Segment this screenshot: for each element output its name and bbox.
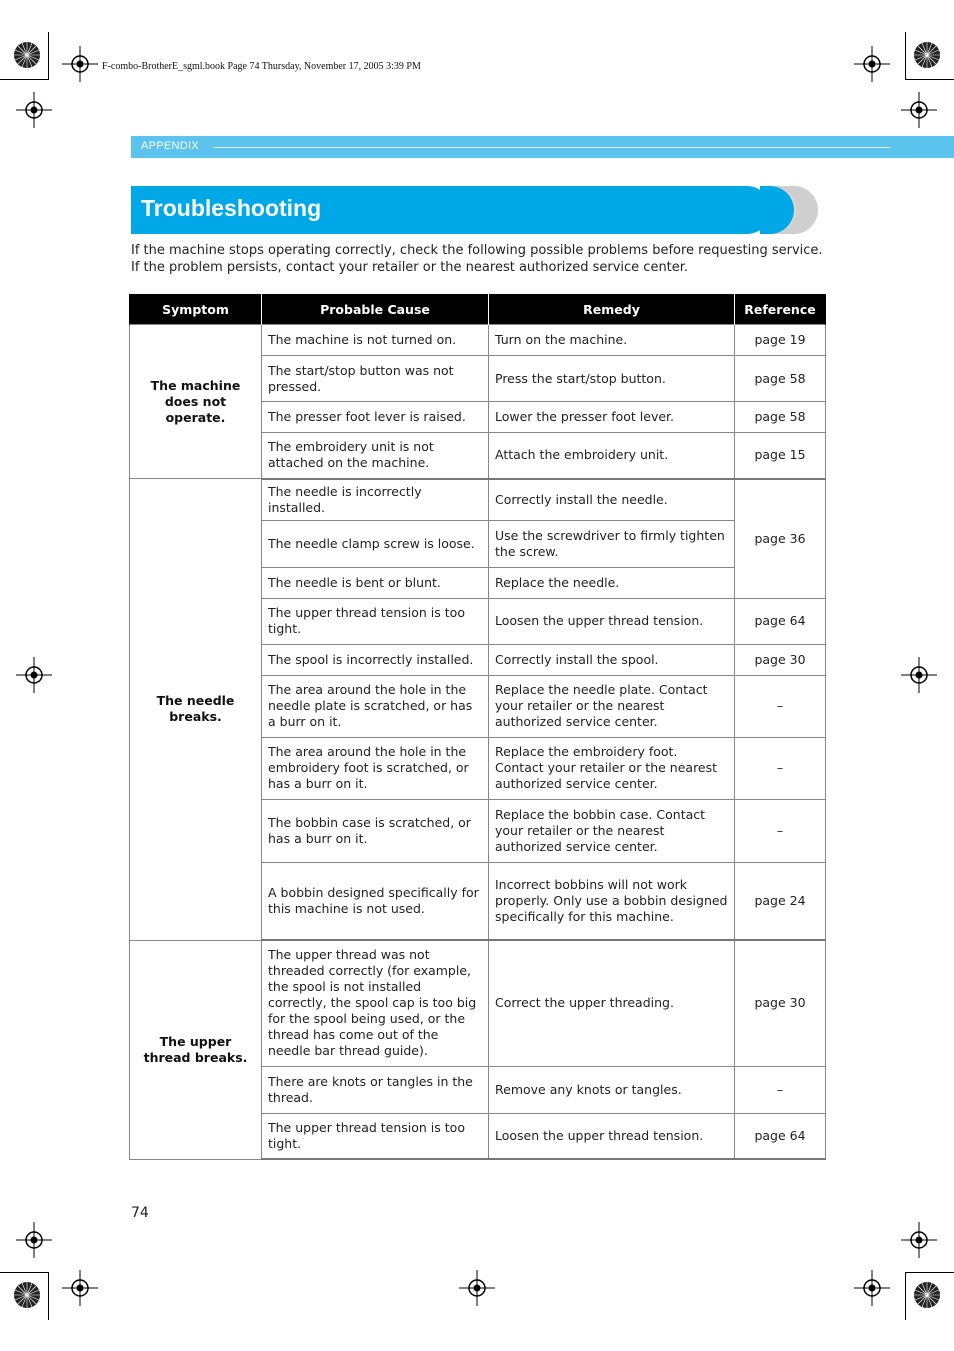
cause-cell: The area around the hole in the embroidery foot is scratched, or has a burr on it. — [262, 737, 489, 799]
remedy-cell: Replace the needle. — [489, 567, 735, 598]
cause-cell: There are knots or tangles in the thread. — [262, 1066, 489, 1113]
reference-cell: – — [735, 737, 826, 799]
crop-mark — [0, 1272, 48, 1273]
reference-cell: page 58 — [735, 402, 826, 433]
reference-cell: page 30 — [735, 644, 826, 675]
sunburst-icon — [12, 40, 42, 74]
cause-cell: The upper thread was not threaded correctly (for example, the spool is not installed correctly, the spool cap is too big for the spool being used, or the thread has come out of the needle bar thread guide). — [262, 940, 489, 1066]
registration-mark-icon — [854, 46, 890, 82]
registration-mark-icon — [16, 92, 52, 128]
table-header-row — [130, 294, 826, 325]
section-header-bar — [131, 136, 954, 158]
remedy-cell: Loosen the upper thread tension. — [489, 1113, 735, 1159]
reference-cell: – — [735, 675, 826, 737]
cause-cell: The bobbin case is scratched, or has a burr on it. — [262, 799, 489, 862]
table-row — [130, 940, 826, 1066]
print-header: F-combo-BrotherE_sgml.book Page 74 Thursday, November 17, 2005 3:39 PM — [102, 61, 421, 72]
symptom-cell: The needle breaks. — [130, 479, 262, 941]
section-rule — [213, 147, 890, 148]
reference-cell: page 58 — [735, 356, 826, 402]
reference-cell: – — [735, 799, 826, 862]
remedy-cell: Incorrect bobbins will not work properly. Only use a bobbin designed specifically for this machine. — [489, 862, 735, 940]
remedy-cell: Correctly install the spool. — [489, 644, 735, 675]
sunburst-icon — [912, 1280, 942, 1314]
column-header-reference: Reference — [735, 294, 826, 325]
cause-cell: The needle clamp screw is loose. — [262, 520, 489, 567]
registration-mark-icon — [62, 46, 98, 82]
column-header-symptom: Symptom — [130, 294, 262, 325]
remedy-cell: Use the screwdriver to firmly tighten the screw. — [489, 520, 735, 567]
column-header-cause: Probable Cause — [262, 294, 489, 325]
reference-cell: page 64 — [735, 1113, 826, 1159]
symptom-cell: The machine does not operate. — [130, 325, 262, 479]
remedy-cell: Loosen the upper thread tension. — [489, 598, 735, 644]
cause-cell: The area around the hole in the needle plate is scratched, or has a burr on it. — [262, 675, 489, 737]
crop-mark — [0, 79, 48, 80]
reference-cell: page 19 — [735, 325, 826, 356]
cause-cell: A bobbin designed specifically for this machine is not used. — [262, 862, 489, 940]
remedy-cell: Lower the presser foot lever. — [489, 402, 735, 433]
page-title: Troubleshooting — [141, 195, 322, 221]
reference-cell: page 30 — [735, 940, 826, 1066]
cause-cell: The embroidery unit is not attached on the machine. — [262, 433, 489, 479]
intro-line: If the machine stops operating correctly, check the following possible problems before requesting service. — [131, 243, 823, 258]
reference-cell: page 36 — [735, 479, 826, 599]
crop-mark — [48, 32, 49, 80]
registration-mark-icon — [901, 1222, 937, 1258]
cause-cell: The presser foot lever is raised. — [262, 402, 489, 433]
cause-cell: The needle is bent or blunt. — [262, 567, 489, 598]
crop-mark — [905, 32, 906, 80]
page-number: 74 — [131, 1205, 149, 1221]
remedy-cell: Press the start/stop button. — [489, 356, 735, 402]
registration-mark-icon — [62, 1270, 98, 1306]
remedy-cell: Replace the bobbin case. Contact your retailer or the nearest authorized service center. — [489, 799, 735, 862]
reference-cell: page 64 — [735, 598, 826, 644]
crop-mark — [48, 1272, 49, 1320]
registration-mark-icon — [901, 657, 937, 693]
table-row — [130, 325, 826, 356]
registration-mark-icon — [16, 1222, 52, 1258]
remedy-cell: Turn on the machine. — [489, 325, 735, 356]
cause-cell: The spool is incorrectly installed. — [262, 644, 489, 675]
remedy-cell: Correctly install the needle. — [489, 479, 735, 521]
crop-mark — [905, 1272, 906, 1320]
registration-mark-icon — [459, 1270, 495, 1306]
cause-cell: The needle is incorrectly installed. — [262, 479, 489, 521]
symptom-cell: The upper thread breaks. — [130, 940, 262, 1159]
title-bar — [131, 186, 771, 234]
cause-cell: The machine is not turned on. — [262, 325, 489, 356]
remedy-cell: Correct the upper threading. — [489, 940, 735, 1066]
registration-mark-icon — [854, 1270, 890, 1306]
title-decoration — [760, 186, 820, 238]
reference-cell: – — [735, 1066, 826, 1113]
reference-cell: page 24 — [735, 862, 826, 940]
crop-mark — [906, 1272, 954, 1273]
remedy-cell: Remove any knots or tangles. — [489, 1066, 735, 1113]
crop-mark — [906, 79, 954, 80]
column-header-remedy: Remedy — [489, 294, 735, 325]
remedy-cell: Replace the embroidery foot. Contact your retailer or the nearest authorized service center. — [489, 737, 735, 799]
registration-mark-icon — [16, 657, 52, 693]
registration-mark-icon — [901, 92, 937, 128]
intro-text — [131, 242, 831, 276]
troubleshooting-table — [129, 294, 826, 1160]
table-row — [130, 479, 826, 521]
remedy-cell: Replace the needle plate. Contact your retailer or the nearest authorized service center. — [489, 675, 735, 737]
sunburst-icon — [12, 1280, 42, 1314]
cause-cell: The start/stop button was not pressed. — [262, 356, 489, 402]
cause-cell: The upper thread tension is too tight. — [262, 598, 489, 644]
intro-line: If the problem persists, contact your retailer or the nearest authorized service center. — [131, 260, 689, 275]
remedy-cell: Attach the embroidery unit. — [489, 433, 735, 479]
cause-cell: The upper thread tension is too tight. — [262, 1113, 489, 1159]
section-label: APPENDIX — [141, 140, 200, 152]
sunburst-icon — [912, 40, 942, 74]
reference-cell: page 15 — [735, 433, 826, 479]
